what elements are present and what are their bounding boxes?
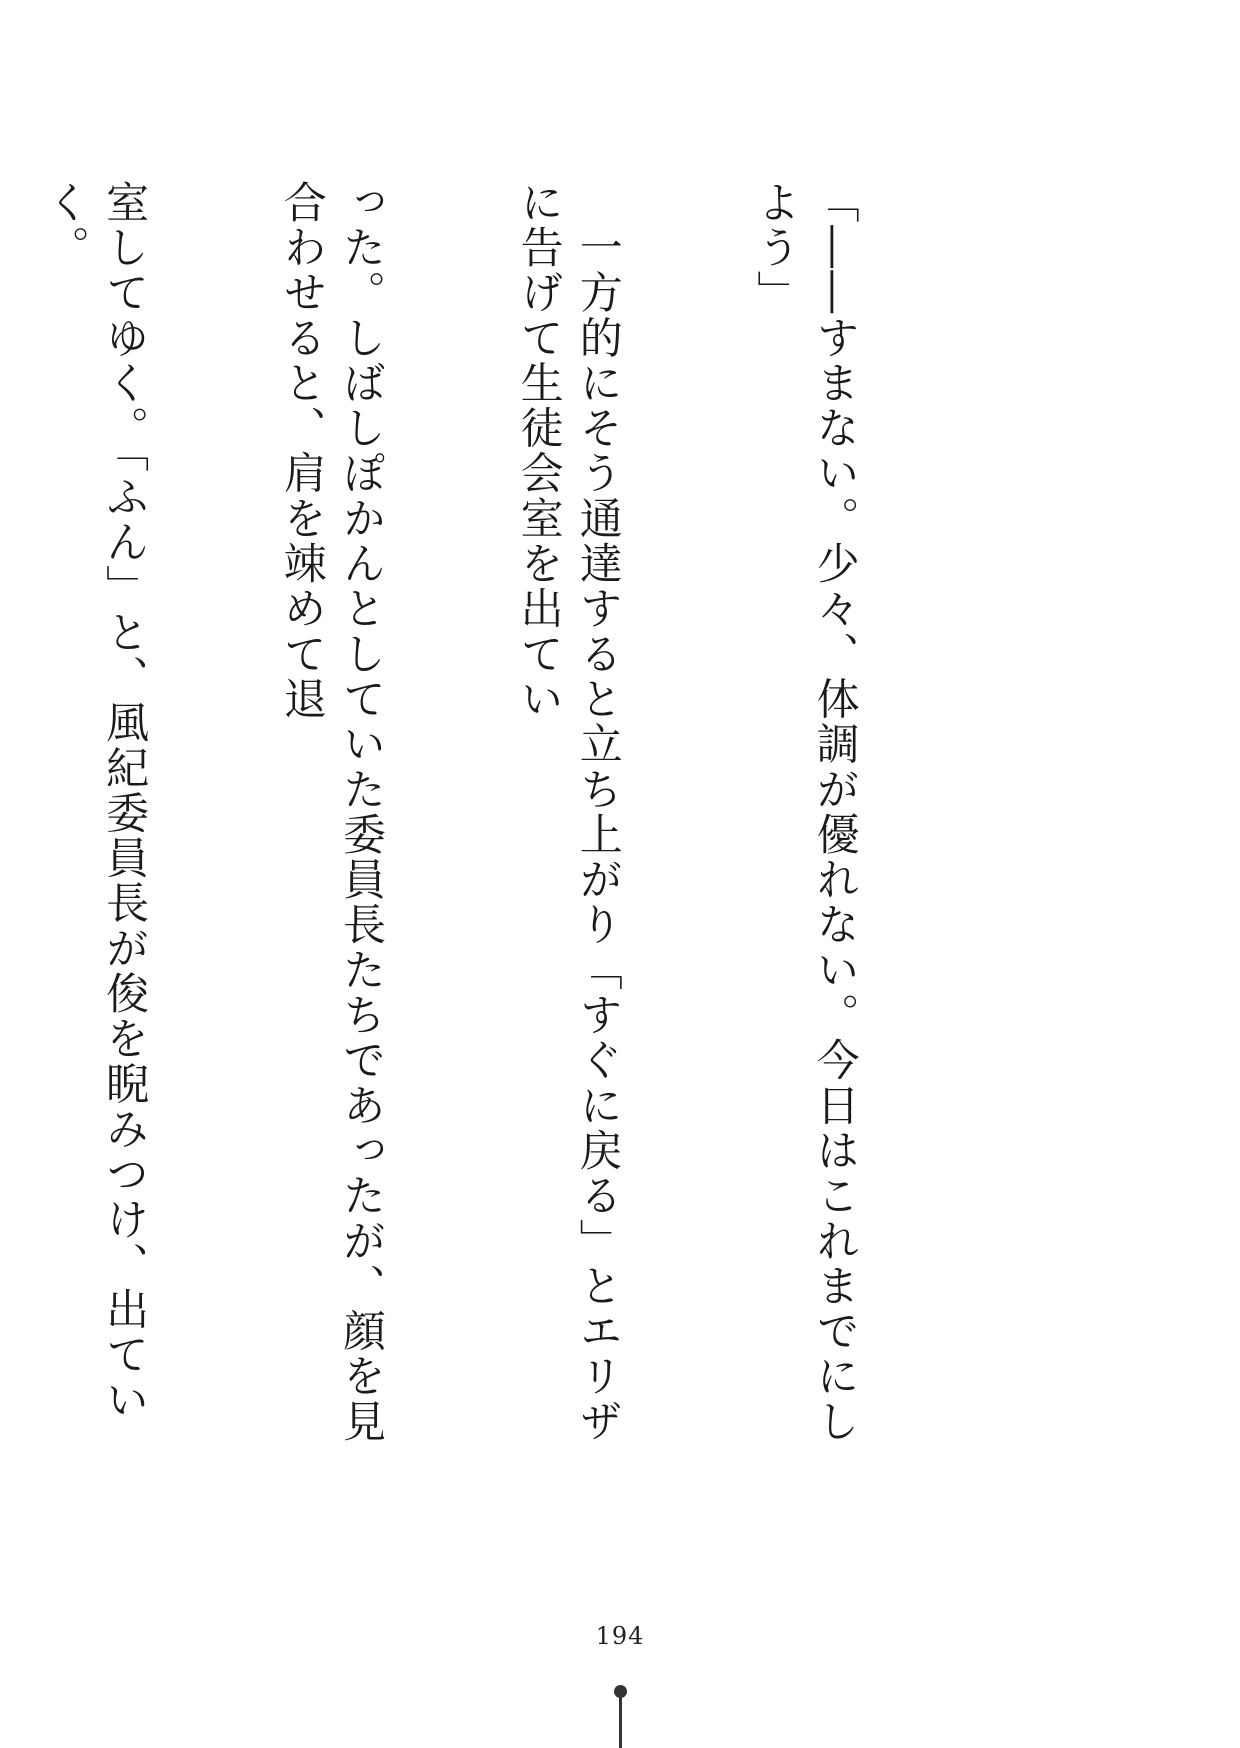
text-line: 一方的にそう通達すると立ち上がり「すぐに戻る」とエリザに告げて生徒会室を出てい	[513, 180, 623, 1445]
text-line: 室してゆく。「ふん」と、風紀委員長が俊を睨みつけ、出ていく。	[39, 180, 150, 1423]
text-line: った。しばしぽかんとしていた委員長たちであったが、顔を見合わせると、肩を竦めて退	[276, 180, 386, 1445]
text-line: 「――すまない。少々、体調が優れない。今日はこれまでにしよう」	[750, 180, 860, 1445]
page-number: 194	[595, 1622, 645, 1650]
page-marker-line	[619, 1697, 622, 1748]
body-text	[39, 180, 982, 1460]
